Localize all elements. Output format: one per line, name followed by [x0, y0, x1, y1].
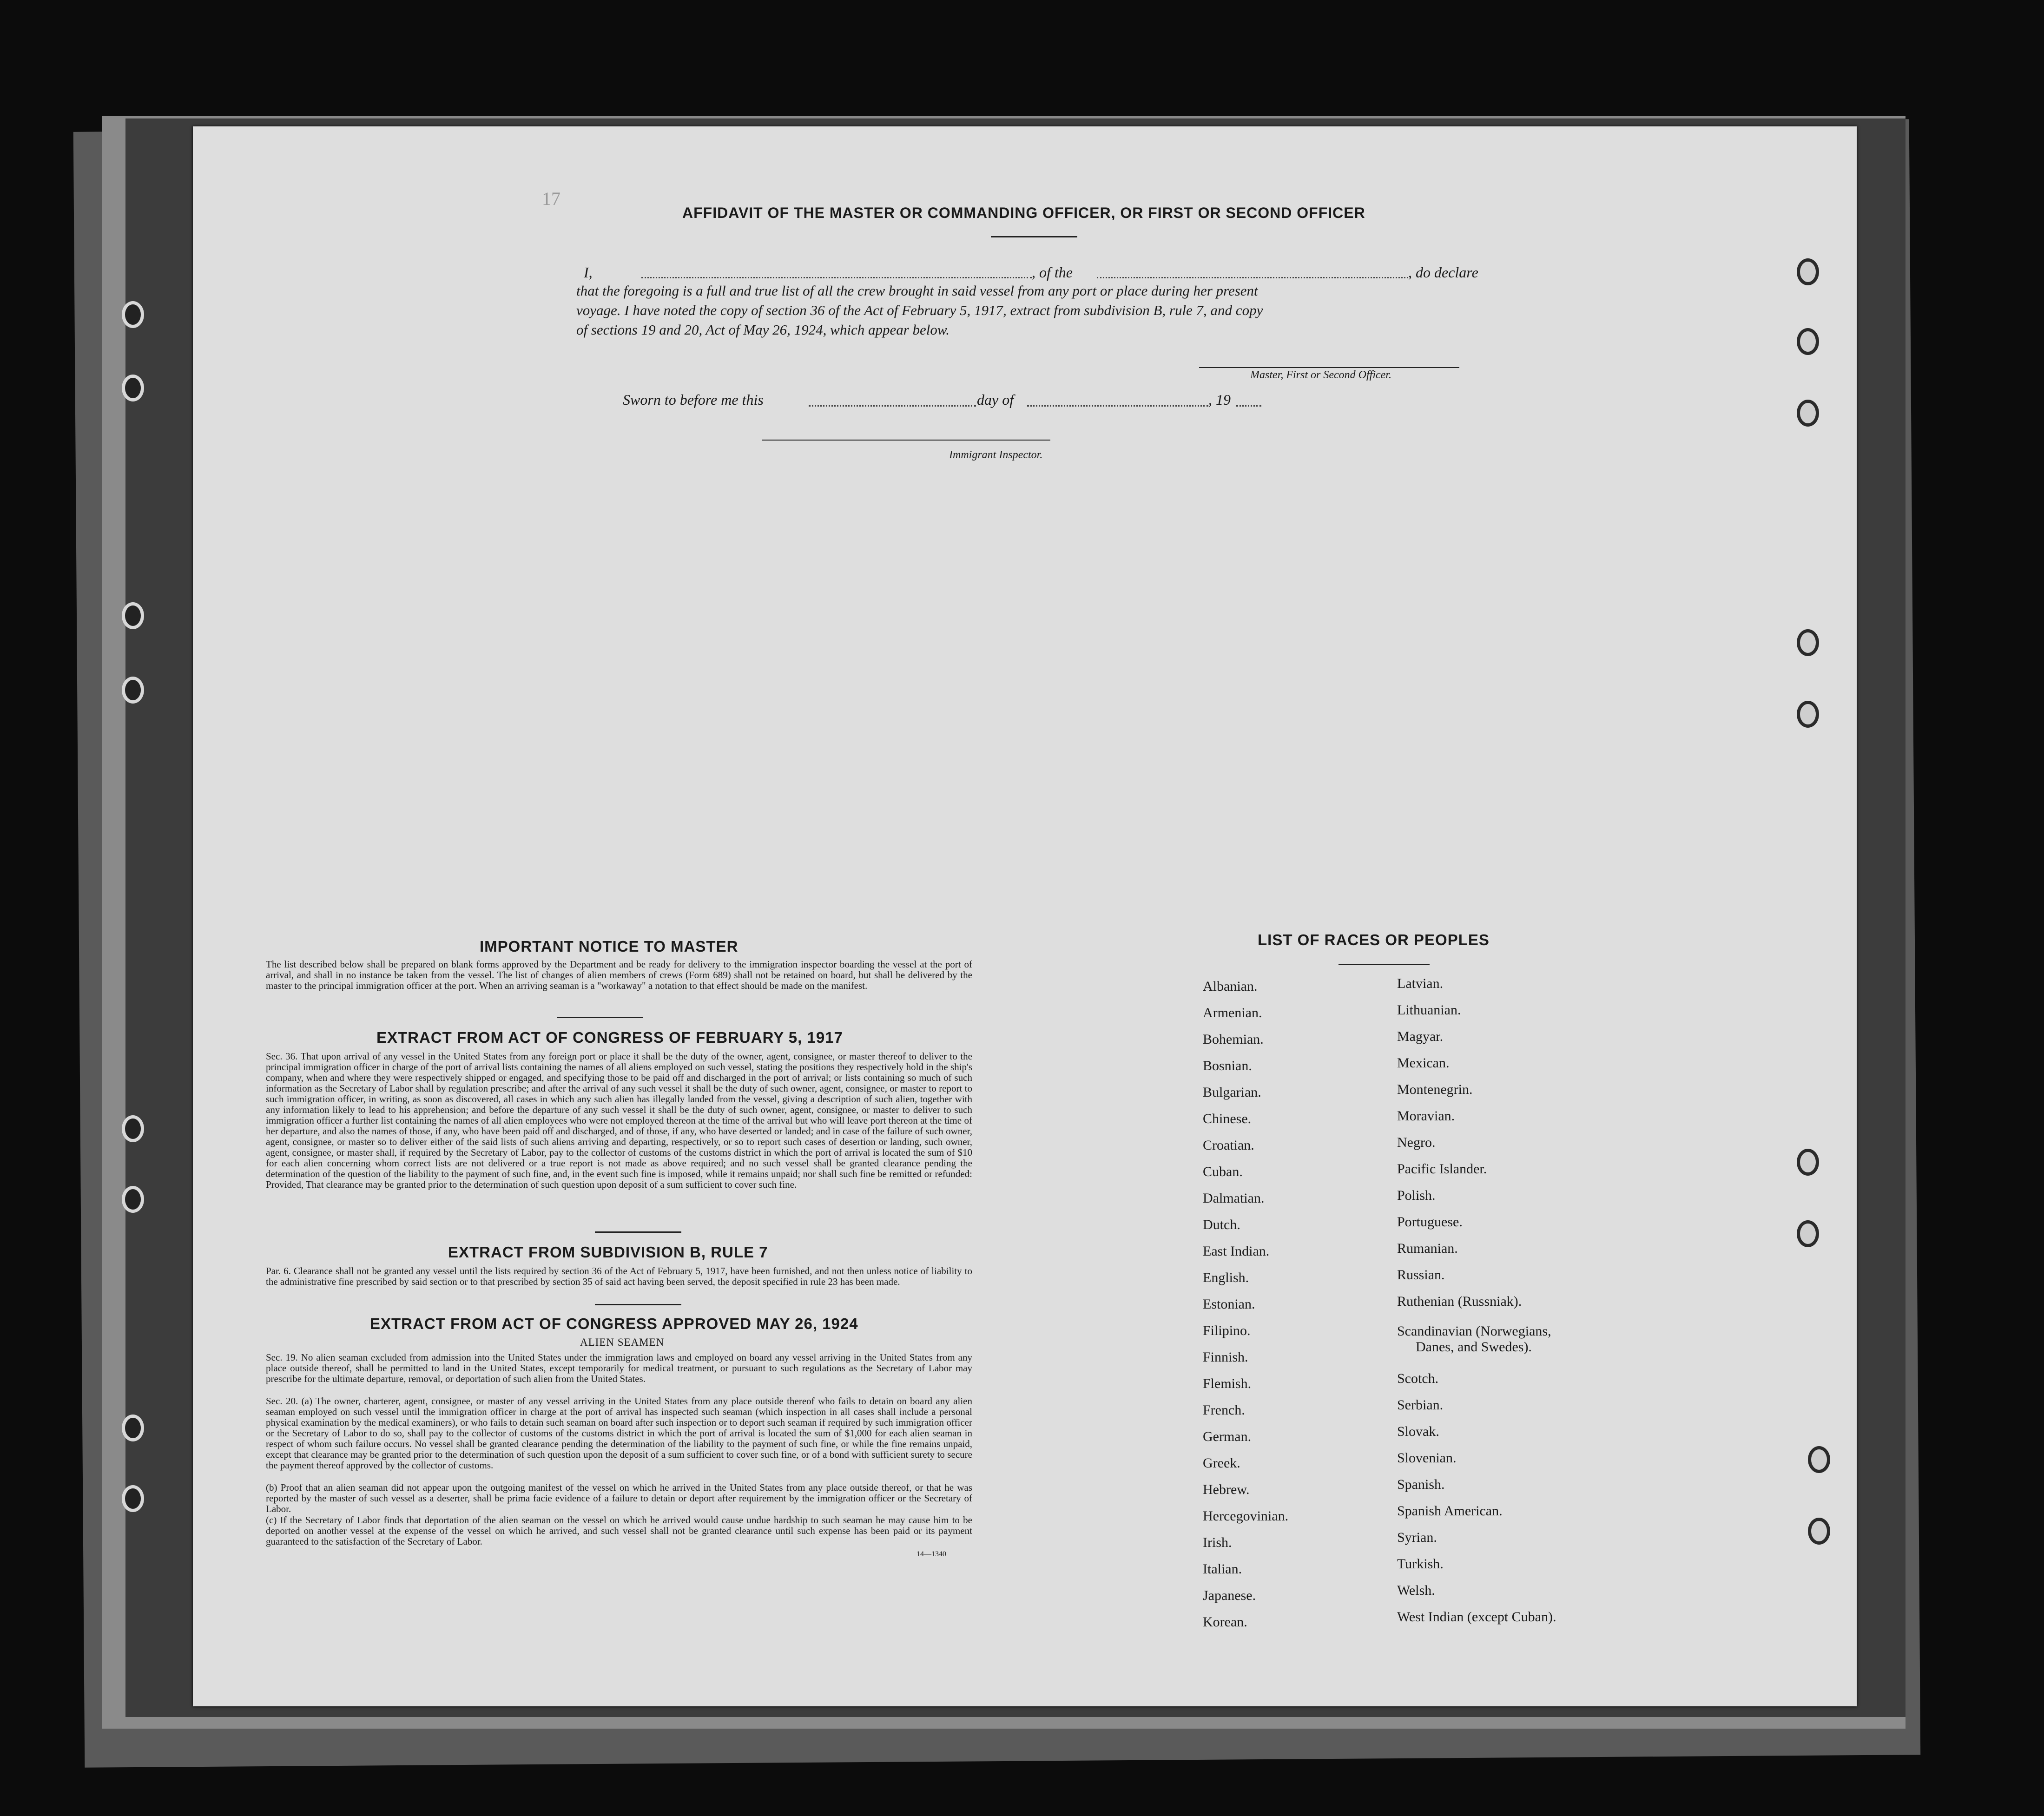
race-item: Polish.	[1397, 1188, 1436, 1203]
notice-text: The list described below shall be prepared on blank forms approved by the Department and be ready for delivery to the immigration inspector boarding the vessel at the port of arrival, and shall in no instance be taken from the vessel. The list of changes of alien members of crews (Form 689) shall not be retained on board, but shall be delivered by the master to the principal immigration officer at the port. When an arriving seaman is a "workaway" a notation to that effect should be made on the manifest.	[266, 959, 972, 991]
master-signature-line	[1199, 367, 1459, 368]
race-item: Welsh.	[1397, 1583, 1435, 1598]
race-item: Russian.	[1397, 1267, 1445, 1283]
divider	[557, 1017, 643, 1018]
race-item: Dutch.	[1203, 1217, 1240, 1232]
race-item: French.	[1203, 1402, 1245, 1418]
race-item: Portuguese.	[1397, 1214, 1463, 1230]
race-item: Mexican.	[1397, 1055, 1450, 1071]
master-signature-label: Master, First or Second Officer.	[1250, 369, 1391, 381]
extract-1924-sec-20c: (c) If the Secretary of Labor finds that deportation of the alien seaman on the vessel on which he arrived would cause undue hardship to such seaman he may cause him to be deported on another vessel at the expense of the vessel on which he arrived, and such vessel shall not be granted clearance until such expense has been paid or its payment guaranteed to the satisfaction of the Secretary of Labor.	[266, 1514, 972, 1547]
race-item: Montenegrin.	[1397, 1082, 1473, 1097]
affidavit-i-label: I,	[584, 264, 593, 281]
race-item: Turkish.	[1397, 1556, 1444, 1572]
race-item: Lithuanian.	[1397, 1002, 1461, 1018]
affidavit-do-declare: , do declare	[1408, 264, 1478, 281]
race-item: West Indian (except Cuban).	[1397, 1609, 1556, 1625]
race-item: Filipino.	[1203, 1323, 1251, 1338]
race-item: Scotch.	[1397, 1371, 1439, 1386]
race-item: Korean.	[1203, 1614, 1247, 1630]
race-item: Albanian.	[1203, 979, 1258, 994]
race-item: Scandinavian (Norwegians,	[1397, 1323, 1551, 1339]
extract-1924-title: EXTRACT FROM ACT OF CONGRESS APPROVED MAY 26, 1924	[370, 1315, 858, 1332]
race-item: Rumanian.	[1397, 1241, 1458, 1256]
race-item: Croatian.	[1203, 1138, 1254, 1153]
race-item: Syrian.	[1397, 1530, 1437, 1545]
race-item: Slovak.	[1397, 1424, 1439, 1439]
race-item: Finnish.	[1203, 1349, 1248, 1365]
affidavit-line-2: that the foregoing is a full and true list of all the crew brought in said vessel from any port or place during her present	[576, 283, 1258, 299]
race-item: Bulgarian.	[1203, 1085, 1261, 1100]
race-item: Dalmatian.	[1203, 1191, 1265, 1206]
extract-1917-text: Sec. 36. That upon arrival of any vessel in the United States from any foreign port or place it shall be the duty of the owner, agent, consignee, or master thereof to deliver to the principal immigration officer in charge of the port of arrival lists containing the names of all aliens employed on such vessel, stating the positions they respectively hold in the ship's company, when and where they were respectively shipped or engaged, and specifying those to be paid off and discharged in the port of arrival; or lists containing so much of such information as the Secretary of Labor shall by regulation prescribe; and after the arrival of any such vessel it shall be the duty of such owner, agent, consignee, or master to report to such immigration officer, in writing, as soon as discovered, all cases in which any such alien has illegally landed from the vessel, giving a description of such alien, together with any information likely to lead to his apprehension; and before the departure of any such vessel it shall be the duty of such owner, agent, consignee, or master to deliver to such immigration officer a further list containing the names of all alien employees who were not employed thereon at the time of the arrival but who will leave port thereon at the time of her departure, and also the names of those, if any, who have been paid off and discharged, and of those, if any, who have deserted or landed; and in case of the failure of such owner, agent, consignee, or master so to deliver either of the said lists of such aliens arriving and departing, respectively, or so to report such cases of desertion or landing, such owner, agent, consignee, or master shall, if required by the Secretary of Labor, pay to the collector of customs of the customs district in which the port of arrival is located the sum of $10 for each alien concerning whom correct lists are not delivered or a true report is not made as above required; and no such vessel shall be granted clearance pending the determination of the question of the liability to the payment of such fine, and, in the event such fine is imposed, while it remains unpaid; nor shall such fine be remitted or refunded: Provided, That clearance may be granted prior to the determination of such question upon deposit of a sum sufficient to cover such fine.	[266, 1051, 972, 1190]
year-blank	[1236, 405, 1261, 407]
rule-7-title: EXTRACT FROM SUBDIVISION B, RULE 7	[448, 1244, 768, 1261]
race-item: Japanese.	[1203, 1588, 1256, 1603]
alien-seamen-subtitle: ALIEN SEAMEN	[580, 1336, 665, 1348]
race-item: Irish.	[1203, 1535, 1232, 1550]
divider	[1338, 964, 1430, 965]
race-item: Hebrew.	[1203, 1482, 1250, 1497]
race-item: Cuban.	[1203, 1164, 1243, 1179]
race-item: Magyar.	[1397, 1029, 1444, 1044]
divider	[991, 236, 1077, 237]
inspector-signature-line	[762, 440, 1050, 441]
race-item: East Indian.	[1203, 1244, 1270, 1259]
race-item: Chinese.	[1203, 1111, 1252, 1126]
races-title: LIST OF RACES OR PEOPLES	[1258, 931, 1490, 948]
race-item: Italian.	[1203, 1561, 1242, 1577]
race-item: German.	[1203, 1429, 1252, 1444]
race-item: Danes, and Swedes).	[1416, 1339, 1532, 1355]
divider	[595, 1231, 681, 1233]
affidavit-of-the: , of the	[1032, 264, 1073, 281]
race-item: Negro.	[1397, 1135, 1436, 1150]
race-item: Hercegovinian.	[1203, 1508, 1289, 1524]
affidavit-line-4: of sections 19 and 20, Act of May 26, 1924, which appear below.	[576, 322, 950, 338]
rule-7-text: Par. 6. Clearance shall not be granted any vessel until the lists required by section 36 of the Act of February 5, 1917, have been furnished, and not then unless notice of liability to the administrative fine prescribed by said section or to that prescribed by section 35 of said act having been served, the deposit specified in rule 23 has been made.	[266, 1265, 972, 1287]
race-item: Greek.	[1203, 1455, 1240, 1471]
race-item: Spanish American.	[1397, 1503, 1503, 1519]
sworn-date-blank	[809, 405, 976, 407]
page-number: 17	[542, 188, 560, 209]
affidavit-line-3: voyage. I have noted the copy of section 36 of the Act of February 5, 1917, extract from subdivision B, rule 7, and copy	[576, 302, 1263, 318]
race-item: Flemish.	[1203, 1376, 1252, 1391]
extract-1924-sec-19: Sec. 19. No alien seaman excluded from admission into the United States under the immigration laws and employed on board any vessel arriving in the United States from any place outside thereof, shall be permitted to land in the United States, except temporarily for medical treatment, or pursuant to such regulations as the Secretary of Labor may prescribe for the ultimate departure, removal, or deportation of such alien from the United States.	[266, 1352, 972, 1384]
inspector-signature-label: Immigrant Inspector.	[949, 449, 1043, 461]
race-item: Bosnian.	[1203, 1058, 1252, 1073]
race-item: Ruthenian (Russniak).	[1397, 1294, 1522, 1309]
race-item: Bohemian.	[1203, 1032, 1264, 1047]
race-item: Moravian.	[1397, 1108, 1455, 1124]
race-item: English.	[1203, 1270, 1249, 1285]
month-blank	[1027, 405, 1208, 407]
race-item: Spanish.	[1397, 1477, 1445, 1492]
year-label: , 19	[1208, 391, 1231, 408]
extract-1917-title: EXTRACT FROM ACT OF CONGRESS OF FEBRUARY 5, 1917	[376, 1029, 843, 1046]
race-item: Armenian.	[1203, 1005, 1262, 1020]
race-item: Pacific Islander.	[1397, 1161, 1487, 1177]
race-item: Slovenian.	[1397, 1450, 1457, 1466]
affidavit-title: AFFIDAVIT OF THE MASTER OR COMMANDING OFFICER, OR FIRST OR SECOND OFFICER	[682, 204, 1365, 221]
race-item: Latvian.	[1397, 976, 1444, 991]
form-number: 14—1340	[917, 1550, 946, 1558]
extract-1924-sec-20a: Sec. 20. (a) The owner, charterer, agent, consignee, or master of any vessel arriving in the United States from any place outside thereof who fails to detain on board any alien seaman employed on such vessel until the immigration officer in charge at the port of arrival has inspected such seaman (which inspection in all cases shall include a personal physical examination by the medical examiners), or who fails to detain such seaman on board after such inspection or to deport such seaman if required by such immigration officer or the Secretary of Labor to do so, shall pay to the collector of customs of the customs district in which the port of arrival is located the sum of $1,000 for each alien seaman in respect of whom such failure occurs. No vessel shall be granted clearance pending the determination of the liability to the payment of such fine, or while the fine remains unpaid, except that clearance may be granted prior to the determination of such question upon the deposit of a sum sufficient to cover such fine, or of a bond with sufficient surety to secure the payment thereof approved by the collector of customs.	[266, 1395, 972, 1471]
divider	[595, 1304, 681, 1305]
day-of-label: day of	[977, 391, 1014, 408]
notice-title: IMPORTANT NOTICE TO MASTER	[480, 938, 738, 955]
vessel-blank	[1097, 277, 1408, 278]
race-item: Serbian.	[1397, 1397, 1444, 1413]
extract-1924-sec-20b: (b) Proof that an alien seaman did not appear upon the outgoing manifest of the vessel on which he arrived in the United States from any place outside thereof, or that he was reported by the master of such vessel as a deserter, shall be prima facie evidence of a failure to detain or deport after requirement by the immigration officer or the Secretary of Labor.	[266, 1482, 972, 1514]
race-item: Estonian.	[1203, 1296, 1255, 1312]
sworn-label: Sworn to before me this	[623, 391, 764, 408]
name-blank	[641, 277, 1032, 278]
